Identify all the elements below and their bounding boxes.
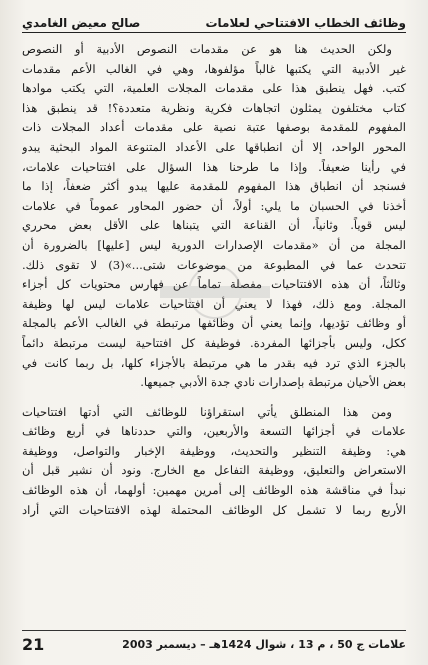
- running-header: [22, 8, 406, 30]
- text-line: المحور الواحد، إلا أن انطباقها على الأعداد المتنوعة المواد البحثية يبدو: [22, 139, 406, 154]
- running-footer: [22, 633, 406, 655]
- text-line: ليس قوياً. وثانياً، أن القناعة التي يتبناها على الأقل بعض محرري: [22, 218, 406, 233]
- text-line: تتحدث عما في المطبوعة من موضوعات شتى...»(3) لا تقوى ذلك.: [22, 257, 406, 272]
- text-line: كتب. فهل ينطبق هذا على مقدمات المجلات العلمية، التي يكتب موادها: [22, 81, 406, 96]
- text-line: وثالثاً، أن هذه الافتتاحيات مفصلة تماماً عن فهارس محتويات كل أجزاء: [22, 277, 406, 292]
- text-line: ومن هذا المنطلق يأتي استقراؤنا للوظائف التي أدتها افتتاحيات: [22, 404, 392, 419]
- text-line: هي: وظيفة التنظير والتحديث، ووظيفة الإخبار والتواصل، ووظيفة: [22, 443, 406, 458]
- text-line: غير الأدبية التي يكتبها غالباً مؤلفوها، وهي في الغالب الأعم مقدمات: [22, 61, 406, 76]
- header-divider: [22, 32, 406, 33]
- page-number: 21: [22, 634, 45, 654]
- paragraph: [22, 40, 406, 393]
- text-line: الاستعراض والتعليق، ووظيفة التفاعل مع الخارج. ونود أن نشير قبل أن: [22, 463, 406, 478]
- issue-info: علامات ج 50 ، م 13 ، شوال 1424هـ – ديسمبر 2003: [122, 637, 406, 651]
- text-line: علامات في أجزائها التسعة والأربعين، والتي حددناها في أربع وظائف: [22, 424, 406, 439]
- paragraph: [22, 403, 406, 521]
- text-line: أو وظائف تؤديها، وإنما يعني أن وظائفها مرتبطة في الغالب الأعم بالمجلة: [22, 316, 406, 331]
- text-line: بالجزء الذي ترد فيه بقدر ما هي مرتبطة بالأجزاء كلها، بل ربما كانت في: [22, 355, 406, 370]
- text-line: نبدأ في مناقشة هذه الوظائف إلى أمرين مهمين: أولهما، أن هذه الوظائف: [22, 483, 406, 498]
- text-line: الأربع ربما لا تشمل كل الوظائف المحتملة لهذه الافتتاحيات التي أراد: [22, 502, 406, 517]
- text-line: كتاب مختلفون يمثلون اتجاهات فكرية ونظرية متعددة؟! قد ينطبق هذا: [22, 100, 406, 115]
- author-name: صالح معيض الغامدي: [22, 16, 141, 30]
- text-line: ولكن الحديث هنا هو عن مقدمات النصوص الأدبية أو النصوص: [22, 42, 392, 56]
- text-line: ككل، وليس بأجزائها المفردة. فوظيفة كل افتتاحية ليست مرتبطة دائماً: [22, 335, 406, 350]
- text-line: بعض الأحيان مرتبطة بإصدارات نادي جدة الأدبي جميعها.: [140, 375, 406, 390]
- text-line: فسنجد أن انطباق هذا المفهوم للمقدمة عليها يبدو أكثر ضعفاً، إذا ما: [22, 179, 406, 194]
- article-title: وظائف الخطاب الافتتاحي لعلامات: [205, 16, 406, 30]
- text-line: المفهوم للمقدمة بوصفها عتبة نصية على مقدمات أعداد المجلات ذات: [22, 120, 406, 135]
- text-line: المجلة من أن «مقدمات الإصدارات الدورية ليس [عليها] بالضرورة أن: [22, 237, 406, 252]
- article-body: [22, 40, 406, 520]
- text-line: المجلة. ومع ذلك، فهذا لا يعني أن افتتاحيات علامات ليس لها وظيفة: [22, 296, 406, 311]
- text-line: في رأينا ضعيفاً. وإذا ما طرحنا هذا السؤال على افتتاحيات علامات،: [22, 159, 406, 174]
- text-line: أخذنا في الحسبان ما يلي: أولاً، أن حضور المحاور عموماً في علامات: [22, 198, 406, 213]
- footer-divider: [22, 630, 406, 631]
